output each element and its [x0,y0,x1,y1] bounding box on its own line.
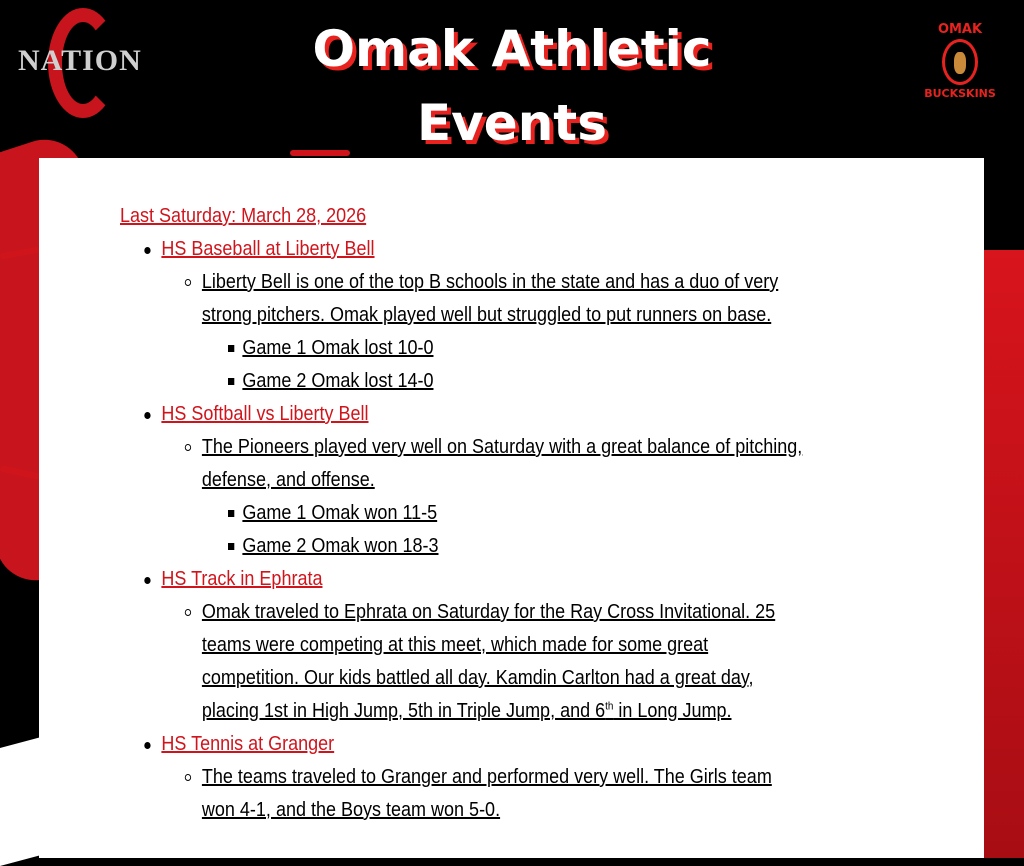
game-result [202,332,804,365]
nation-logo-text: NATION [18,44,142,77]
game-result-link[interactable]: Game 1 Omak lost 10-0 [242,337,434,359]
event-summary [161,596,804,728]
event-title-link[interactable]: HS Softball vs Liberty Bell [161,403,369,425]
page-title-line1: Omak Athletic [312,20,712,78]
page-title-line2: Events [417,94,607,152]
event-summary-link[interactable]: The teams traveled to Granger and performed very well. The Girls team won 4-1, and the Boys team won 5-0. [201,766,772,821]
game-result-link[interactable]: Game 2 Omak lost 14-0 [242,370,434,392]
logo-top-text: OMAK [937,22,983,37]
buckskin-mascot-icon [942,39,978,85]
game-result-link[interactable]: Game 2 Omak won 18-3 [242,535,439,557]
event-summary [161,431,804,563]
event-summary-link[interactable]: The Pioneers played very well on Saturday with a great balance of pitching, defense, and offense. [201,436,803,491]
event-title-link[interactable]: HS Tennis at Granger [161,733,335,755]
event-summary-link[interactable]: Liberty Bell is one of the top B schools in the state and has a duo of very strong pitchers. Omak played well but struggled to put runners on base. [201,271,779,326]
event-summary [161,761,804,827]
event-summary [161,266,804,398]
event-item [120,233,804,398]
summary-end-text: in Long Jump. [613,700,732,722]
game-result [202,530,804,563]
event-item [120,398,804,563]
game-result [202,365,804,398]
nation-logo [18,44,158,84]
event-item [120,728,804,827]
page-title [200,12,824,160]
events-list [120,233,804,827]
summary-main-text: Omak traveled to Ephrata on Saturday for the Ray Cross Invitational. 25 teams were competing at this meet, which made for some great competition. Our kids battled all day. Kamdin Carlton had a great day, placing 1st in High Jump, 5th in Triple Jump, and 6 [201,601,776,722]
event-title-link[interactable]: HS Baseball at Liberty Bell [161,238,375,260]
buckskins-logo [920,22,1000,112]
ordinal-suffix: th [605,700,614,713]
logo-bottom-text: BUCKSKINS [924,87,996,100]
event-item [120,563,804,728]
event-summary-link[interactable] [202,601,775,722]
event-title-link[interactable]: HS Track in Ephrata [161,568,323,590]
game-result [202,497,804,530]
date-heading-link[interactable]: Last Saturday: March 28, 2026 [120,205,367,227]
events-content [120,200,804,827]
game-result-link[interactable]: Game 1 Omak won 11-5 [242,502,438,524]
